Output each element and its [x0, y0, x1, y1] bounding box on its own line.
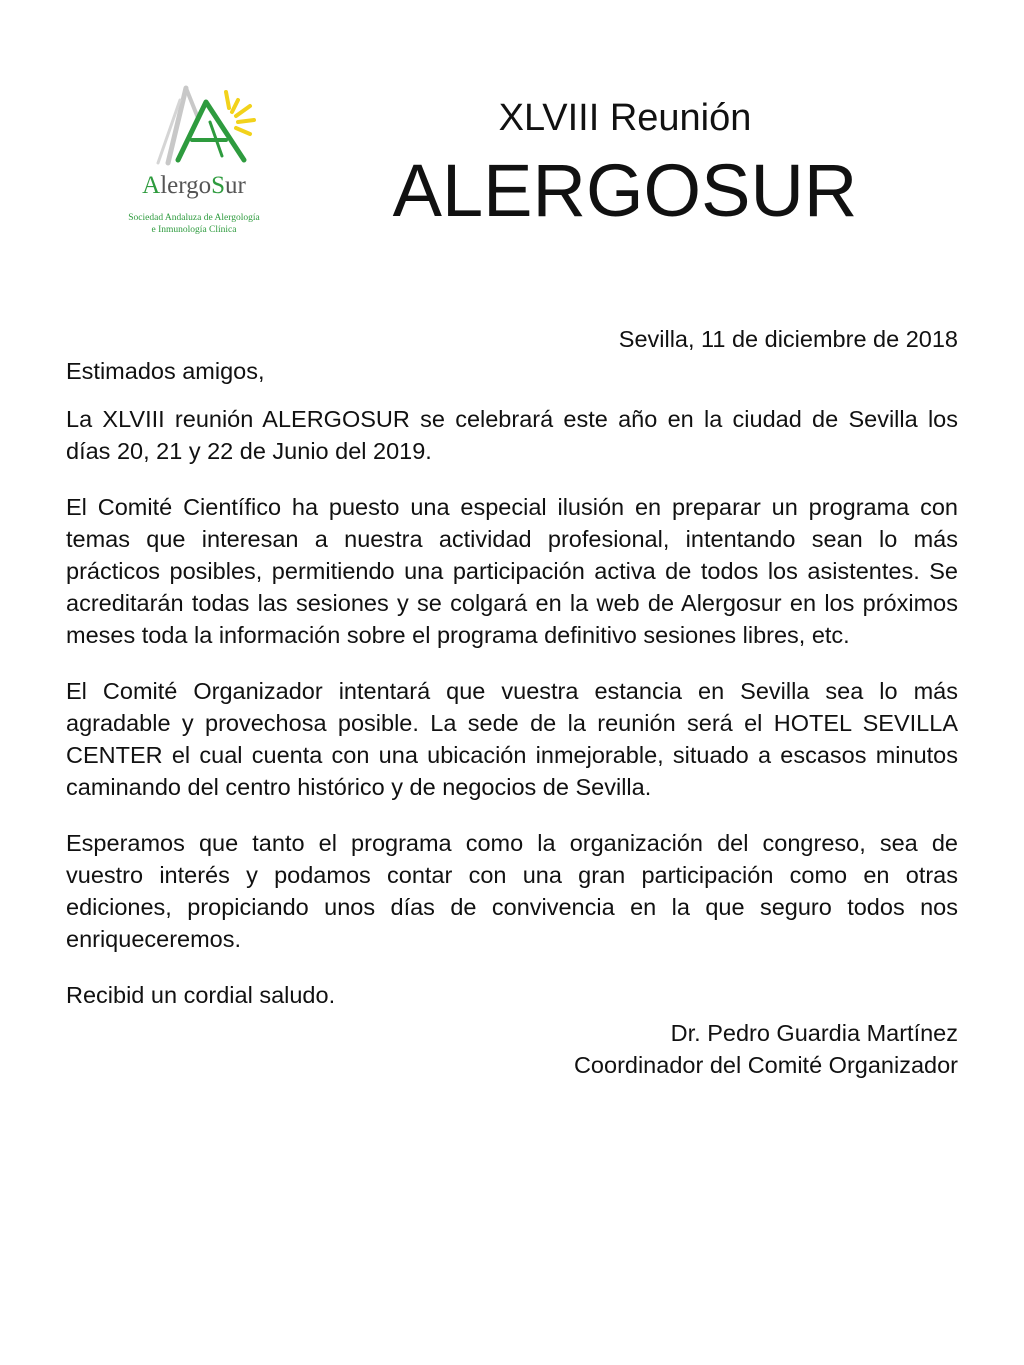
- logo-mountain-sun-icon: [128, 78, 268, 173]
- letter-closing: Recibid un cordial saludo.: [66, 982, 336, 1008]
- letter-paragraph: La XLVIII reunión ALERGOSUR se celebrará este año en la ciudad de Sevilla los días 20, 21 y 22 de Junio del 2019.: [66, 406, 958, 464]
- alergosur-logo: [128, 78, 268, 243]
- signature-name: Dr. Pedro Guardia Martínez: [670, 1020, 958, 1046]
- header-title: ALERGOSUR: [392, 149, 858, 232]
- letter-date: Sevilla, 11 de diciembre de 2018: [618, 326, 958, 352]
- letter-paragraph: El Comité Organizador intentará que vuestra estancia en Sevilla sea lo más agradable y provechosa posible. La sede de la reunión será el HOTEL SEVILLA CENTER el cual cuenta con una ubicación inmejorable, situado a escasos minutos caminando del centro histórico y de negocios de Sevilla.: [66, 678, 958, 800]
- letter-paragraph: El Comité Científico ha puesto una especial ilusión en preparar un programa con temas que interesan a nuestra actividad profesional, intentando sean lo más prácticos posibles, permitiendo una participación activa de todos los asistentes. Se acreditarán todas las sesiones y se colgará en la web de Alergosur en los próximos meses toda la información sobre el programa definitivo sesiones libres, etc.: [66, 494, 958, 648]
- letter-body: [66, 323, 958, 1081]
- logo-wordmark-a: A: [142, 172, 161, 199]
- signature-title: Coordinador del Comité Organizador: [573, 1052, 958, 1078]
- logo-subtitle-line-1: Sociedad Andaluza de Alergología: [128, 213, 260, 223]
- logo-wordmark-ur: ur: [225, 172, 246, 199]
- header-subtitle: XLVIII Reunión: [498, 97, 752, 139]
- logo-wordmark: [128, 172, 260, 200]
- letter-paragraph: Esperamos que tanto el programa como la organización del congreso, sea de vuestro interés y podamos contar con una gran participación como en otras ediciones, propiciando unos días de convivencia en la que seguro todos nos enriqueceremos.: [66, 830, 958, 952]
- letter-greeting: Estimados amigos,: [66, 358, 265, 384]
- logo-wordmark-lergo: lergo: [160, 172, 212, 199]
- logo-wordmark-s: S: [211, 172, 226, 199]
- logo-subtitle: [128, 212, 260, 236]
- logo-subtitle-line-2: e Inmunología Clínica: [151, 225, 237, 235]
